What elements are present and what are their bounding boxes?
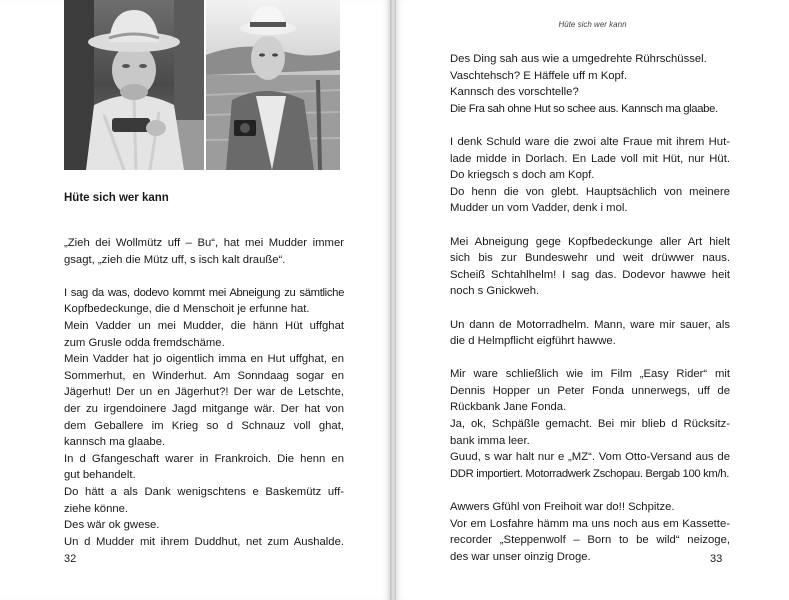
text-line: Kannsch des vorschtelle? [450,86,579,99]
text-line: Vaschtehsch? E Häffele uff m Kopf. [450,69,628,82]
paragraph [450,317,730,350]
text-line: ziehe könne. [64,502,129,515]
left-page [0,0,390,600]
text-line: Scheiß Schtahlhelm! I sag das. Dodevor hawwe heit [450,268,730,281]
text-line: der zu irgendoinere Jagd mitgange wär. Der hat von [64,402,344,415]
text-line: zum Grusle odda fremdschäme. [64,336,225,349]
text-line: die d Helmpflicht eigführt hawwe. [450,335,616,348]
paragraph [450,234,730,300]
text-line: kannsch ma glaabe. [64,436,166,449]
text-line: Vor em Losfahre hämm ma uns noch aus em Kassette- [450,517,730,530]
paragraph [450,499,730,565]
text-line: Un dann de Motorradhelm. Mann, ware mir sauer, als [450,318,730,331]
text-line: DDR importiert. Motorradwerk Zschopau. Bergab 100 km/h. [450,467,729,480]
text-line: Jägerhut! Der un en Jägerhut?! Der war de Letschte, [64,386,344,399]
text-line: gut behandelt. [64,469,136,482]
page-number-right: 33 [710,553,723,565]
text-line: Des wär ok gwese. [64,519,160,532]
text-line: bank imma leer. [450,434,530,447]
running-head: Hüte sich wer kann [558,20,627,29]
paragraph [64,285,344,551]
chapter-title: Hüte sich wer kann [64,192,169,204]
text-line: Rückbank Jane Fonda. [450,401,567,414]
photo-man-in-hat-with-camera [206,0,340,170]
left-page-body [64,235,344,550]
text-line: des war unser oinzig Droge. [450,550,591,563]
page-number-left: 32 [64,553,77,565]
text-line: Ja, ok, Schpäßle gemacht. Bei mir blieb d Rücksitz- [450,418,730,431]
paragraph [450,134,730,217]
text-line: I sag da was, dodevo kommt mei Abneigung zu sämtliche [64,286,344,299]
text-line: sich bis zur Bundeswehr und weit drüwwer naus. [450,252,730,265]
text-line: In d Gfangeschaft warer in Frankroich. Die henn en [64,452,344,465]
right-page-body [450,51,730,565]
text-line: recorder „Steppenwolf – Born to be wild“ neizoge, [450,534,730,547]
text-line: Do hätt a als Dank wenigschtens e Baskemütz uff- [64,485,344,498]
text-line: Mir ware schließlich wie im Film „Easy Rider“ mit [450,368,730,381]
text-line: Mei Abneigung gege Kopfbedeckunge aller Art hielt [450,235,730,248]
text-line: Kopfbedeckunge, die d Menschoit je erfunne hat. [64,303,310,316]
text-line: Do henn die von glebt. Hauptsächlich von meinere [450,185,730,198]
photo-woman-in-hat [64,0,204,170]
paragraph [450,51,730,117]
text-line: dem Geballere im Krieg so d Schnauz voll ghat, [64,419,344,432]
text-line: lade midde in Dorlach. En Lade voll mit Hüt, nur Hüt. [450,152,730,165]
text-line: Guud, s war halt nur e „MZ“. Vom Otto-Versand aus de [450,451,730,464]
paragraph [64,235,344,268]
text-line: Un d Mudder mit ihrem Duddhut, net zum Aushalde. [64,535,344,548]
text-line: Dennis Hopper un Peter Fonda unnerwegs, uff de [450,384,730,397]
text-line: Sommerhut, en Winderhut. Am Sonndaag sogar en [64,369,344,382]
text-line: gsagt, „zieh die Mütz uff, s isch kalt drauße“. [64,253,286,266]
text-line: Mein Vadder hat jo oigentlich imma en Hut uffghat, en [64,353,344,366]
text-line: „Zieh dei Wollmütz uff – Bu“, hat mei Mudder immer [64,237,344,249]
text-line: Die Fra sah ohne Hut so schee aus. Kannsch ma glaabe. [450,102,718,115]
text-line: Mudder un vom Vadder, denk i mol. [450,202,628,215]
text-line: Awwers Gfühl von Freihoit war do!! Schpitze. [450,501,675,514]
paragraph [450,366,730,482]
text-line: noch s Gnickweh. [450,285,540,298]
text-line: Des Ding sah aus wie a umgedrehte Rührschüssel. [450,53,707,65]
text-line: I denk Schuld ware die zwoi alte Fraue mit ihrem Hut- [450,135,730,148]
text-line: Do kriegsch s doch am Kopf. [450,169,595,182]
text-line: Mein Vadder un mei Mudder, die hänn Hüt uffghat [64,319,344,332]
